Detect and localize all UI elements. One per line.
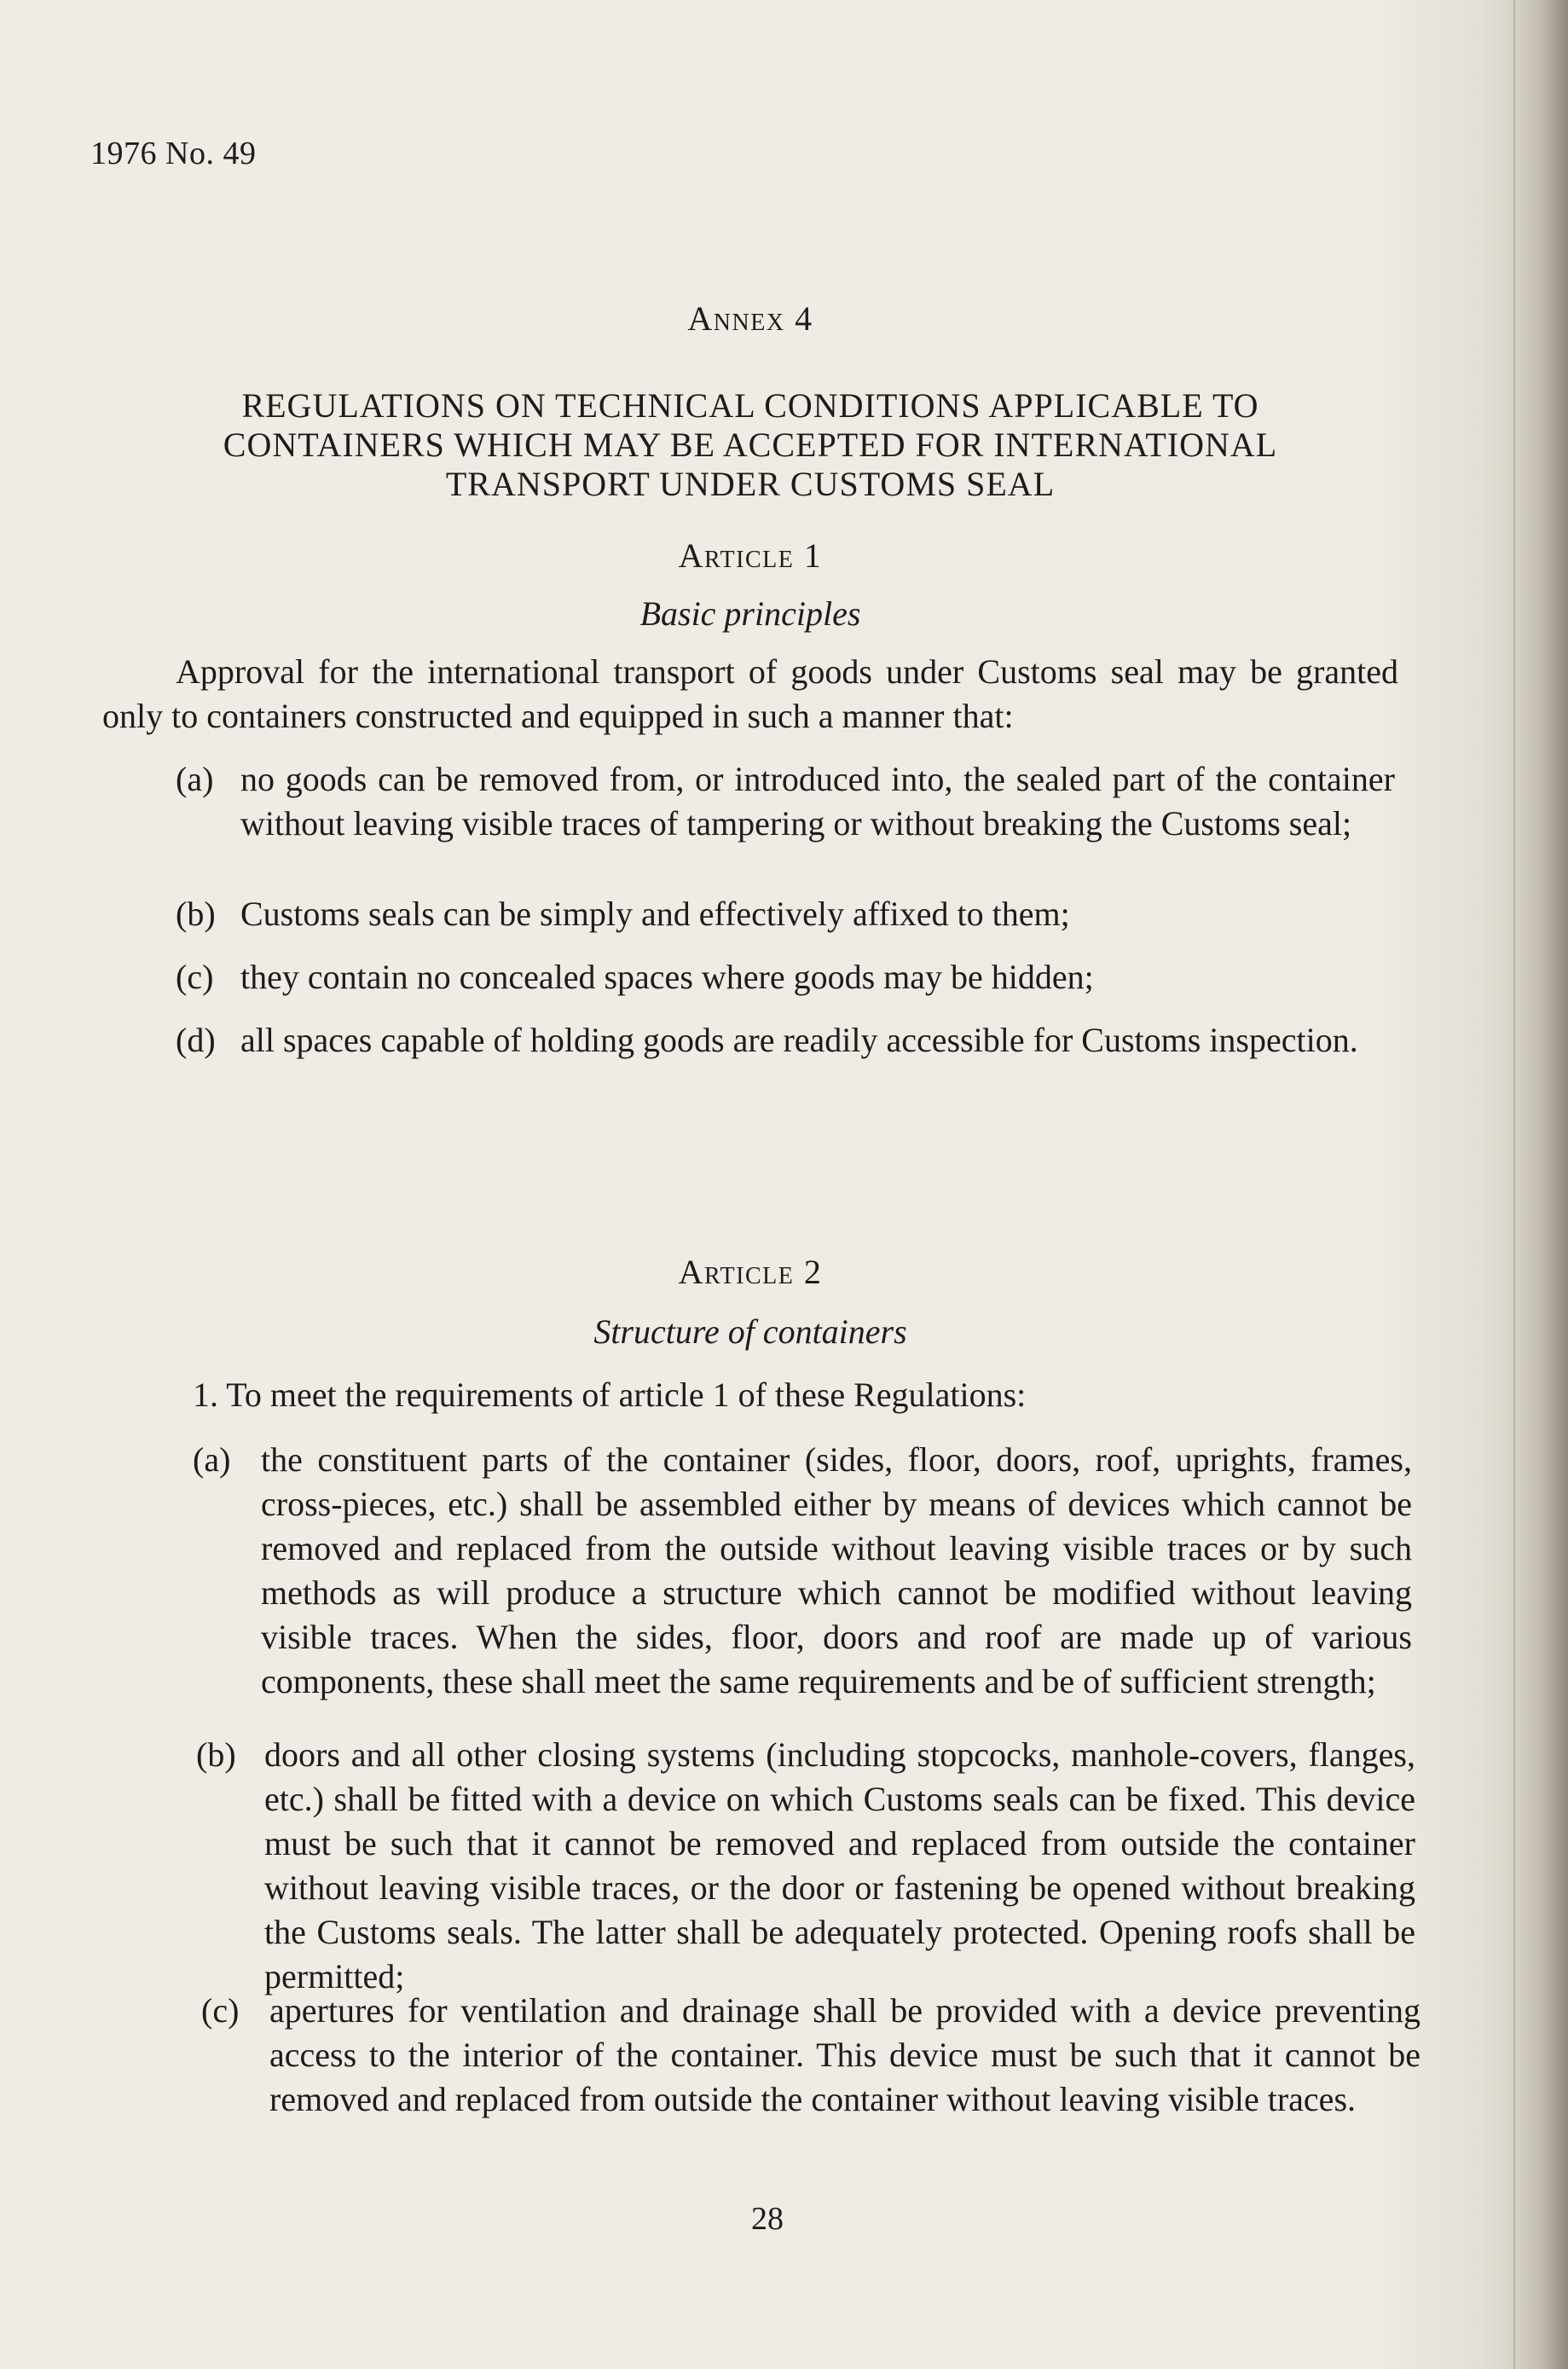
- page-gutter-shadow: [1508, 0, 1568, 2369]
- item-label: (c): [201, 1991, 240, 2030]
- item-text: apertures for ventilation and drainage shall be provided with a device preventing access to the interior of the container. This device must be such that it cannot be removed and replaced from outside the container without leaving visible traces.: [269, 1991, 1420, 2118]
- item-text: no goods can be removed from, or introduced into, the sealed part of the container without leaving visible traces of tampering or without breaking the Customs seal;: [240, 760, 1395, 843]
- item-label: (a): [176, 760, 214, 798]
- item-text: doors and all other closing systems (including stopcocks, manhole-covers, flanges, etc.) shall be fitted with a device on which Customs seals can be fixed. This device must be such that it cannot be removed and replaced from outside the container without leaving visible traces, or the door or fastening be opened without breaking the Customs seals. The latter shall be adequately protected. Opening roofs shall be permitted;: [264, 1735, 1415, 1995]
- page-edge: [1513, 0, 1515, 2369]
- article-2-subheading: Structure of containers: [593, 1312, 907, 1351]
- item-label: (c): [176, 958, 214, 996]
- article-2-heading: Article 2: [678, 1253, 823, 1291]
- article-1-intro: Approval for the international transport of goods under Customs seal may be granted only to containers constructed and equipped in such a manner that:: [102, 652, 1398, 735]
- title-line-3: TRANSPORT UNDER CUSTOMS SEAL: [445, 465, 1056, 503]
- item-label: (d): [176, 1021, 216, 1059]
- item-text: Customs seals can be simply and effectively affixed to them;: [240, 895, 1070, 933]
- item-label: (a): [193, 1440, 231, 1479]
- title-line-1: REGULATIONS ON TECHNICAL CONDITIONS APPLICABLE TO: [241, 386, 1259, 425]
- article-1-heading: Article 1: [678, 536, 823, 575]
- article-2-point-1: 1. To meet the requirements of article 1 of these Regulations:: [193, 1376, 1027, 1414]
- page-number: 28: [751, 2201, 784, 2237]
- item-text: they contain no concealed spaces where goods may be hidden;: [240, 958, 1094, 996]
- article-1-subheading: Basic principles: [639, 594, 861, 633]
- title-line-2: CONTAINERS WHICH MAY BE ACCEPTED FOR INTERNATIONAL: [223, 426, 1278, 464]
- item-text: the constituent parts of the container (sides, floor, doors, roof, uprights, frames, cross-pieces, etc.) shall be assembled either by means of devices which cannot be removed and replaced from the outside without leaving visible traces or by such methods as will produce a structure which cannot be modified without leaving visible traces. When the sides, floor, doors and roof are made up of various components, these shall meet the same requirements and be of sufficient strength;: [261, 1440, 1412, 1700]
- annex-heading: Annex 4: [687, 299, 813, 338]
- item-label: (b): [176, 895, 216, 933]
- running-head: 1976 No. 49: [90, 136, 257, 171]
- item-text: all spaces capable of holding goods are readily accessible for Customs inspection.: [240, 1021, 1358, 1059]
- item-label: (b): [196, 1735, 236, 1774]
